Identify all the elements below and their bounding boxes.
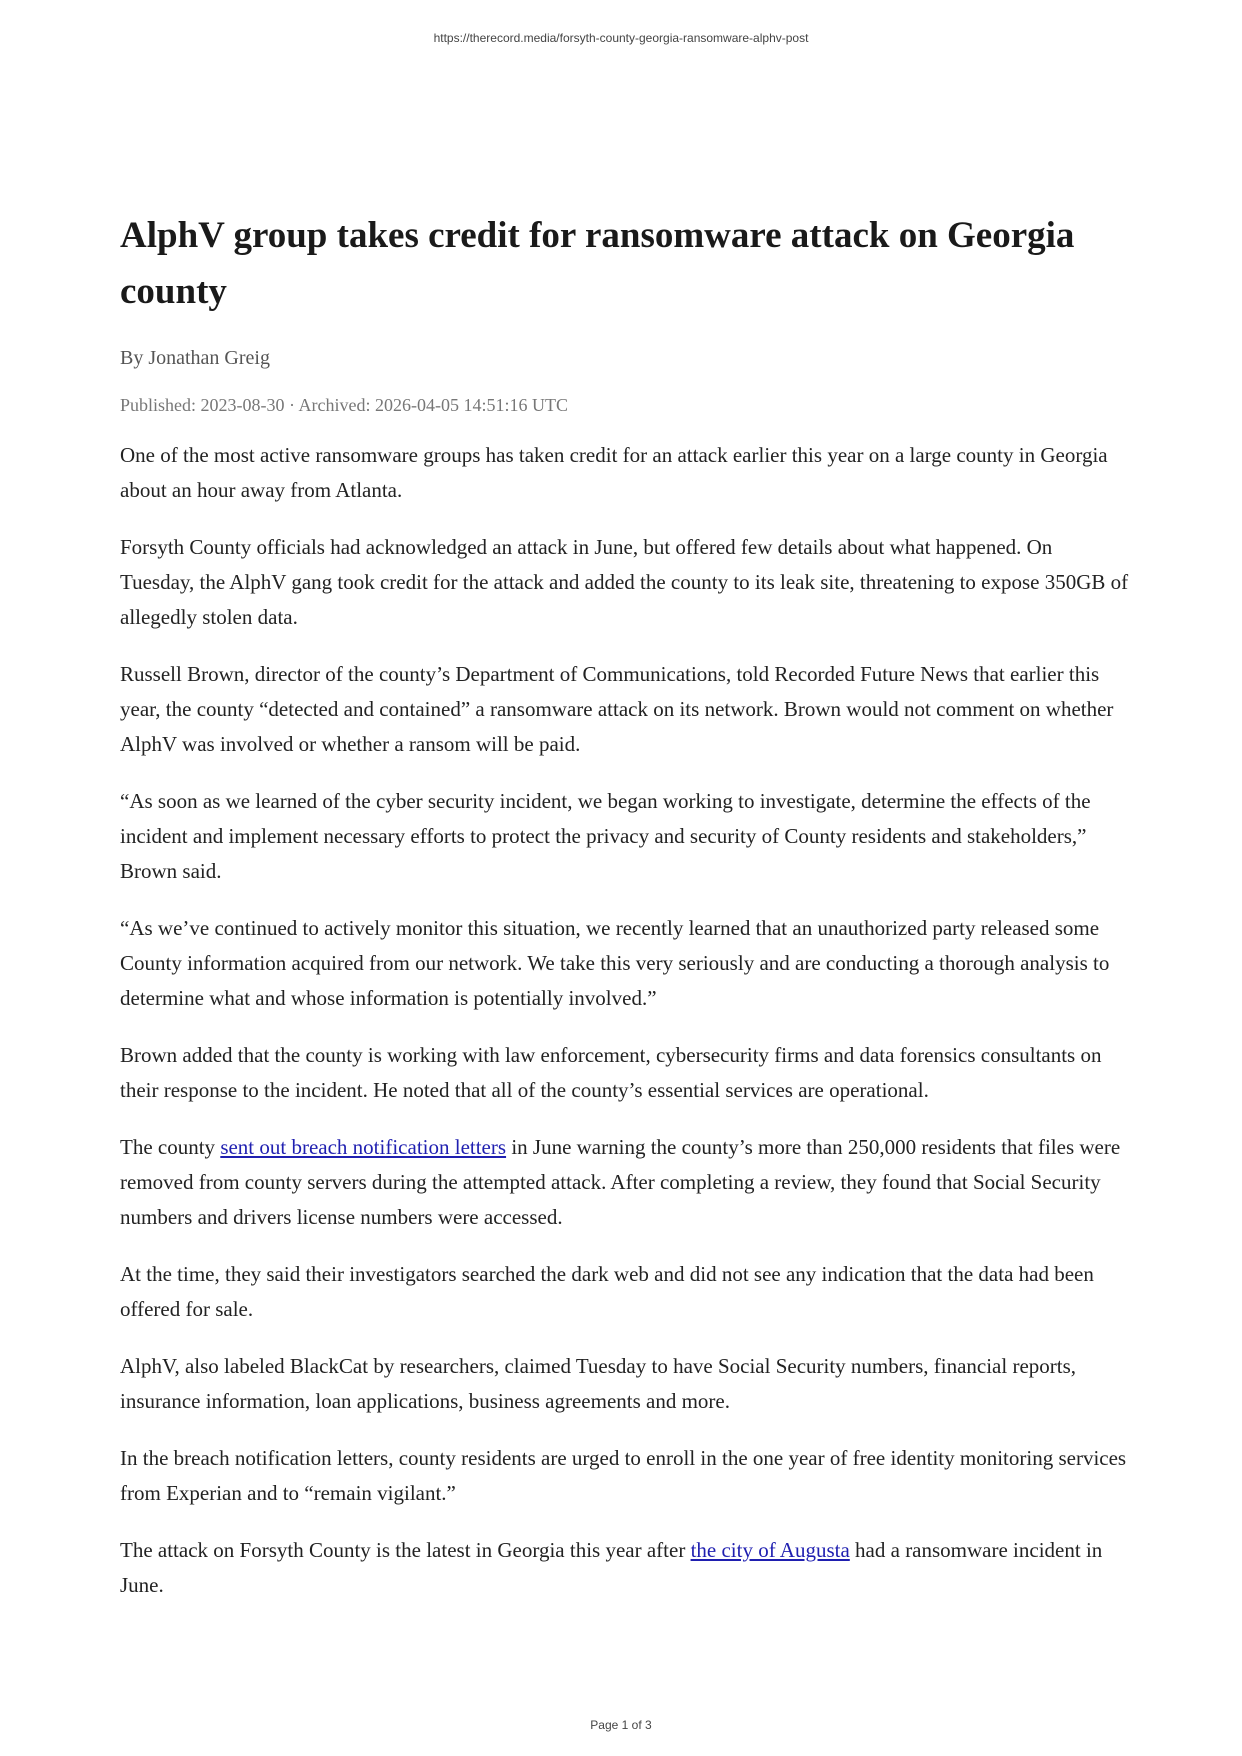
page-number: Page 1 of 3 xyxy=(590,1718,652,1732)
augusta-link[interactable]: the city of Augusta xyxy=(690,1538,850,1562)
article-title: AlphV group takes credit for ransomware attack on Georgia county xyxy=(120,215,1075,312)
article-byline: By Jonathan Greig xyxy=(120,347,270,369)
paragraph: Russell Brown, director of the county’s Department of Communications, told Recorded Future News that earlier this year, the county “detected and contained” a ransomware attack on its network. Brown would not comment on whether AlphV was involved or whether a ransom will be paid. xyxy=(120,662,1114,756)
paragraph-text: The county xyxy=(120,1135,221,1159)
paragraph: AlphV, also labeled BlackCat by researchers, claimed Tuesday to have Social Security numbers, financial reports, insurance information, loan applications, business agreements and more. xyxy=(120,1354,1077,1413)
paragraph-text: in June warning the county’s more than 250,000 residents that files were removed from county servers during the attempted attack. After completing a review, they found that Social Security numbers and drivers license numbers were accessed. xyxy=(120,1135,1121,1229)
paragraph: In the breach notification letters, county residents are urged to enroll in the one year of free identity monitoring services from Experian and to “remain vigilant.” xyxy=(120,1446,1127,1505)
paragraph-text: The attack on Forsyth County is the latest in Georgia this year after xyxy=(120,1538,691,1562)
article-body xyxy=(120,438,1130,1603)
paragraph: Brown added that the county is working with law enforcement, cybersecurity firms and data forensics consultants on their response to the incident. He noted that all of the county’s essential services are operational. xyxy=(120,1043,1102,1102)
paragraph: At the time, they said their investigators searched the dark web and did not see any indication that the data had been offered for sale. xyxy=(120,1262,1094,1321)
article-dates: Published: 2023-08-30 · Archived: 2026-04-05 14:51:16 UTC xyxy=(120,395,568,415)
paragraph: One of the most active ransomware groups has taken credit for an attack earlier this year on a large county in Georgia about an hour away from Atlanta. xyxy=(120,443,1108,502)
paragraph: Forsyth County officials had acknowledged an attack in June, but offered few details about what happened. On Tuesday, the AlphV gang took credit for the attack and added the county to its leak site, threatening to expose 350GB of allegedly stolen data. xyxy=(120,535,1129,629)
page-url: https://therecord.media/forsyth-county-georgia-ransomware-alphv-post xyxy=(433,31,809,45)
paragraph-augusta xyxy=(120,1533,1130,1603)
paragraph: “As we’ve continued to actively monitor this situation, we recently learned that an unauthorized party released some County information acquired from our network. We take this very seriously and are conducting a thorough analysis to determine what and whose information is potentially involved.” xyxy=(120,916,1110,1010)
breach-letters-link[interactable]: sent out breach notification letters xyxy=(220,1135,507,1159)
paragraph: “As soon as we learned of the cyber security incident, we began working to investigate, determine the effects of the incident and implement necessary efforts to protect the privacy and security of County residents and stakeholders,” Brown said. xyxy=(120,789,1091,883)
paragraph-breach-letters xyxy=(120,1130,1130,1235)
paragraph-text: had a ransomware incident in June. xyxy=(120,1538,1103,1597)
article xyxy=(120,208,1130,1625)
